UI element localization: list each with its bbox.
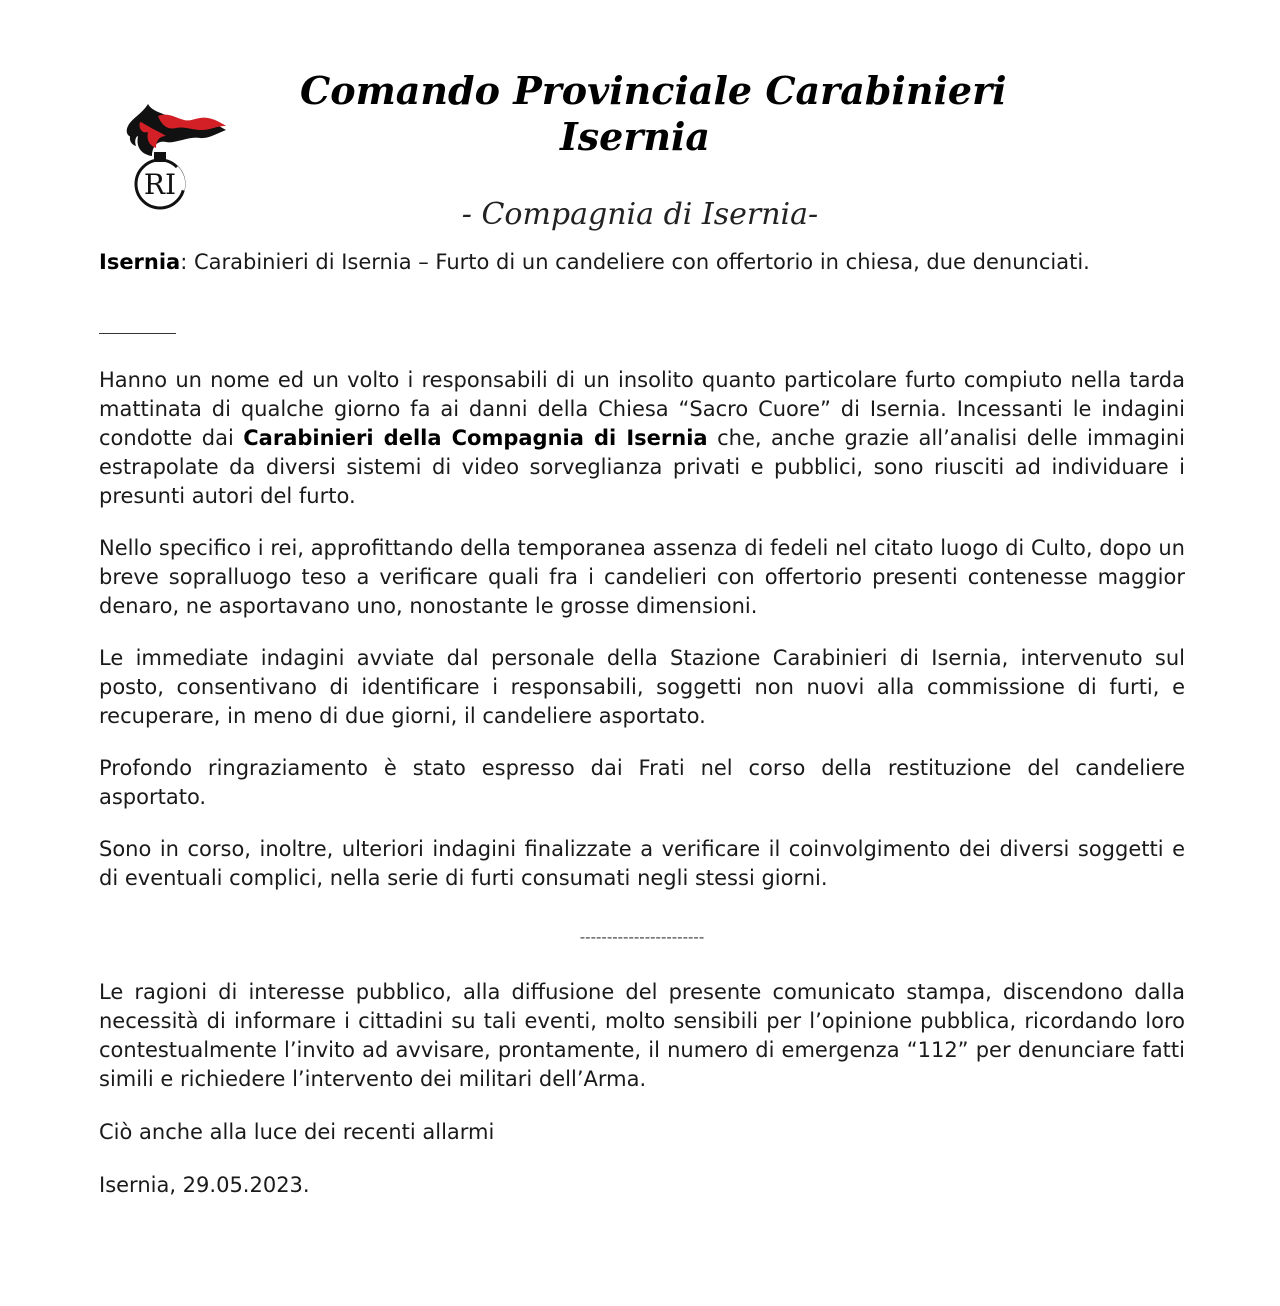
paragraph-6: Le ragioni di interesse pubblico, alla diffusione del presente comunicato stampa, discendono dalla necessità di informare i cittadini su tali eventi, molto sensibili per l’opinione pubblica, ricordando loro contestualmente l’invito ad avvisare, prontamente, il numero di emergenza “112” per denunciare fatti simili e richiedere l’intervento dei militari dell’Arma. [99,980,1185,1091]
paragraph-1-bold: Carabinieri della Compagnia di Isernia [243,426,708,450]
paragraph-1 [99,366,1185,511]
press-release-body [99,248,1185,1200]
page-subtitle: - Compagnia di Isernia- [461,197,819,232]
logo-monogram: RI [143,168,177,201]
dashed-separator: ----------------------- [579,928,705,946]
lead-text: : Carabinieri di Isernia – Furto di un candeliere con offertorio in chiesa, due denunciati. [180,250,1090,274]
lead-line [99,248,1185,277]
carabinieri-grenade-emblem-icon [118,96,234,214]
lead-place: Isernia [99,250,181,274]
carabinieri-logo [118,96,234,214]
paragraph-1-text-b: che, anche grazie all’analisi delle immagini estrapolate da diversi sistemi di video sorveglianza privati e pubblici, sono riusciti ad individuare i presunti autori del furto. [99,426,1185,508]
paragraph-5: Sono in corso, inoltre, ulteriori indagini finalizzate a verificare il coinvolgimento dei diversi soggetti e di eventuali complici, nella serie di furti consumati negli stessi giorni. [99,837,1185,890]
paragraph-1-text-a: Hanno un nome ed un volto i responsabili di un insolito quanto particolare furto compiuto nella tarda mattinata di qualche giorno fa ai danni della Chiesa “Sacro Cuore” di Isernia. Incessanti le indagini condotte dai [99,368,1185,450]
date-line: Isernia, 29.05.2023. [99,1173,310,1197]
title-line-2: Isernia [559,114,711,159]
paragraph-2: Nello specifico i rei, approfittando della temporanea assenza di fedeli nel citato luogo di Culto, dopo un breve sopralluogo teso a verificare quali fra i candelieri con offertorio presenti contenesse maggior denaro, ne asportavano uno, nonostante le grosse dimensioni. [99,536,1185,618]
paragraph-4: Profondo ringraziamento è stato espresso dai Frati nel corso della restituzione del candeliere asportato. [99,756,1185,809]
paragraph-3: Le immediate indagini avviate dal personale della Stazione Carabinieri di Isernia, intervenuto sul posto, consentivano di identificare i responsabili, soggetti non nuovi alla commissione di furti, e recuperare, in meno di due giorni, il candeliere asportato. [99,646,1185,728]
short-divider [99,333,176,334]
title-line-1: Comando Provinciale Carabinieri [300,68,1007,113]
page-title [300,68,1007,160]
closing-line: Ciò anche alla luce dei recenti allarmi [99,1120,495,1144]
